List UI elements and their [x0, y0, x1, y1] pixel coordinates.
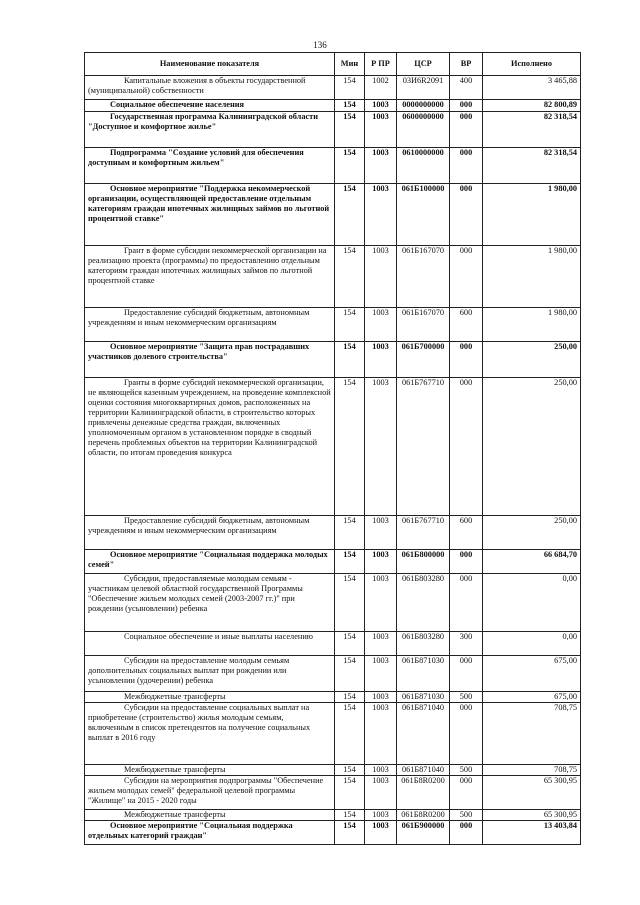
row-rpr: 1003	[365, 184, 397, 246]
row-name: Социальное обеспечение и иные выплаты населению	[85, 632, 335, 656]
table-row	[85, 100, 581, 112]
row-csr: 061Б167070	[397, 246, 450, 308]
row-rpr: 1003	[365, 574, 397, 632]
table-row	[85, 342, 581, 378]
row-vr: 000	[450, 342, 483, 378]
table-row	[85, 821, 581, 845]
row-sum: 250,00	[483, 378, 581, 516]
row-sum: 0,00	[483, 632, 581, 656]
table-row	[85, 574, 581, 632]
row-min: 154	[335, 100, 365, 112]
row-name: Основное мероприятие "Защита прав пострадавших участников долевого строительства"	[85, 342, 335, 378]
table-row	[85, 776, 581, 810]
row-name: Основное мероприятие "Поддержка некоммерческой организации, осуществляющей предоставление отдельным категориям граждан ипотечных жилищных займов по льготной процентной ставке"	[85, 184, 335, 246]
table-row	[85, 550, 581, 574]
row-name: Межбюджетные трансферты	[85, 765, 335, 776]
row-name: Субсидии на предоставление молодым семьям дополнительных социальных выплат при рождении или усыновлении (удочерении) ребенка	[85, 656, 335, 692]
right-margin-mark	[636, 0, 638, 905]
row-min: 154	[335, 378, 365, 516]
row-csr: 061Б8R0200	[397, 810, 450, 821]
row-name: Предоставление субсидий бюджетным, автономным учреждениям и иным некоммерческим организациям	[85, 516, 335, 550]
table-row	[85, 378, 581, 516]
row-csr: 061Б803280	[397, 574, 450, 632]
row-sum: 708,75	[483, 703, 581, 765]
row-min: 154	[335, 342, 365, 378]
table-row	[85, 703, 581, 765]
row-rpr: 1003	[365, 703, 397, 765]
row-name: Гранты в форме субсидий некоммерческой организации, не являющейся казенным учреждением, на проведение комплексной оценки состояния многоквартирных домов, расположенных на территории Калининградской области, в строительство которых привлечены денежные средства граждан, включенных уполномоченным органом в установленном порядке в сводный перечень проблемных объектов на территории Калининградской области, по итогам проведения конкурса	[85, 378, 335, 516]
row-vr: 000	[450, 148, 483, 184]
row-sum: 675,00	[483, 692, 581, 703]
row-min: 154	[335, 112, 365, 148]
table-row	[85, 692, 581, 703]
row-vr: 000	[450, 550, 483, 574]
row-min: 154	[335, 516, 365, 550]
row-rpr: 1003	[365, 100, 397, 112]
row-name: Государственная программа Калининградской области "Доступное и комфортное жилье"	[85, 112, 335, 148]
row-csr: 061Б871040	[397, 765, 450, 776]
header-csr: ЦСР	[397, 53, 450, 76]
row-min: 154	[335, 692, 365, 703]
table-row	[85, 516, 581, 550]
row-rpr: 1003	[365, 692, 397, 703]
row-name: Основное мероприятие "Социальная поддержка молодых семей"	[85, 550, 335, 574]
row-sum: 3 465,88	[483, 76, 581, 100]
row-vr: 500	[450, 810, 483, 821]
row-name: Субсидии на мероприятия подпрограммы "Обеспечение жильем молодых семей" федеральной целевой программы "Жилище" на 2015 - 2020 годы	[85, 776, 335, 810]
row-name: Подпрограмма "Создание условий для обеспечения доступным и комфортным жильем"	[85, 148, 335, 184]
row-vr: 000	[450, 656, 483, 692]
row-sum: 708,75	[483, 765, 581, 776]
row-csr: 061Б167070	[397, 308, 450, 342]
row-name: Социальное обеспечение населения	[85, 100, 335, 112]
row-sum: 13 403,84	[483, 821, 581, 845]
row-csr: 0610000000	[397, 148, 450, 184]
row-csr: 061Б800000	[397, 550, 450, 574]
row-vr: 000	[450, 821, 483, 845]
row-csr: 0000000000	[397, 100, 450, 112]
row-rpr: 1003	[365, 656, 397, 692]
table-row	[85, 112, 581, 148]
row-rpr: 1003	[365, 776, 397, 810]
budget-execution-table	[84, 52, 581, 845]
row-sum: 82 318,54	[483, 112, 581, 148]
row-sum: 65 300,95	[483, 810, 581, 821]
row-rpr: 1003	[365, 112, 397, 148]
table-header-row	[85, 53, 581, 76]
table-row	[85, 308, 581, 342]
row-rpr: 1003	[365, 632, 397, 656]
row-sum: 1 980,00	[483, 246, 581, 308]
table-row	[85, 184, 581, 246]
row-min: 154	[335, 574, 365, 632]
row-rpr: 1003	[365, 821, 397, 845]
row-vr: 300	[450, 632, 483, 656]
row-min: 154	[335, 776, 365, 810]
header-vr: ВР	[450, 53, 483, 76]
header-name: Наименование показателя	[85, 53, 335, 76]
row-min: 154	[335, 703, 365, 765]
row-sum: 82 318,54	[483, 148, 581, 184]
row-csr: 061Б767710	[397, 516, 450, 550]
row-csr: 061Б900000	[397, 821, 450, 845]
row-rpr: 1003	[365, 765, 397, 776]
table-row	[85, 656, 581, 692]
row-vr: 000	[450, 100, 483, 112]
row-csr: 061Б8R0200	[397, 776, 450, 810]
row-rpr: 1003	[365, 308, 397, 342]
row-rpr: 1003	[365, 246, 397, 308]
page-number: 136	[313, 40, 327, 50]
row-min: 154	[335, 821, 365, 845]
row-min: 154	[335, 308, 365, 342]
row-csr: 061Б871030	[397, 692, 450, 703]
row-rpr: 1003	[365, 378, 397, 516]
table-row	[85, 810, 581, 821]
row-name: Субсидии на предоставление социальных выплат на приобретение (строительство) жилья молодым семьям, включенным в список претендентов на получение социальных выплат в 2016 году	[85, 703, 335, 765]
row-name: Грант в форме субсидии некоммерческой организации на реализацию проекта (программы) по предоставлению отдельным категориям граждан ипотечных жилищных займов по льготной процентной ставке	[85, 246, 335, 308]
row-vr: 000	[450, 574, 483, 632]
row-rpr: 1002	[365, 76, 397, 100]
table-row	[85, 148, 581, 184]
row-min: 154	[335, 76, 365, 100]
row-min: 154	[335, 184, 365, 246]
row-vr: 000	[450, 246, 483, 308]
row-sum: 675,00	[483, 656, 581, 692]
table-row	[85, 632, 581, 656]
row-name: Субсидии, предоставляемые молодым семьям - участникам целевой областной государственной Программы "Обеспечение жильем молодых семей (2003-2007 гг.)" при рождении (усыновлении) ребенка	[85, 574, 335, 632]
row-sum: 65 300,95	[483, 776, 581, 810]
row-rpr: 1003	[365, 342, 397, 378]
row-name: Предоставление субсидий бюджетным, автономным учреждениям и иным некоммерческим организациям	[85, 308, 335, 342]
row-vr: 000	[450, 112, 483, 148]
row-csr: 0600000000	[397, 112, 450, 148]
table-row	[85, 246, 581, 308]
row-min: 154	[335, 656, 365, 692]
row-name: Межбюджетные трансферты	[85, 692, 335, 703]
row-sum: 1 980,00	[483, 308, 581, 342]
row-csr: 061Б871030	[397, 656, 450, 692]
row-vr: 600	[450, 308, 483, 342]
row-rpr: 1003	[365, 550, 397, 574]
row-sum: 250,00	[483, 516, 581, 550]
row-sum: 82 800,89	[483, 100, 581, 112]
header-sum: Исполнено	[483, 53, 581, 76]
row-name: Капитальные вложения в объекты государственной (муниципальной) собственности	[85, 76, 335, 100]
row-vr: 000	[450, 184, 483, 246]
row-vr: 500	[450, 765, 483, 776]
row-csr: 061Б871040	[397, 703, 450, 765]
row-csr: 061Б767710	[397, 378, 450, 516]
row-min: 154	[335, 810, 365, 821]
row-name: Основное мероприятие "Социальная поддержка отдельных категорий граждан"	[85, 821, 335, 845]
table-row	[85, 76, 581, 100]
row-sum: 66 684,70	[483, 550, 581, 574]
row-vr: 000	[450, 703, 483, 765]
row-vr: 000	[450, 776, 483, 810]
row-min: 154	[335, 765, 365, 776]
row-csr: 061Б100000	[397, 184, 450, 246]
row-min: 154	[335, 550, 365, 574]
row-sum: 1 980,00	[483, 184, 581, 246]
row-min: 154	[335, 632, 365, 656]
row-min: 154	[335, 148, 365, 184]
row-rpr: 1003	[365, 516, 397, 550]
header-rpr: Р ПР	[365, 53, 397, 76]
row-vr: 600	[450, 516, 483, 550]
row-csr: 061Б700000	[397, 342, 450, 378]
row-name: Межбюджетные трансферты	[85, 810, 335, 821]
row-csr: 061Б803280	[397, 632, 450, 656]
row-vr: 400	[450, 76, 483, 100]
row-vr: 500	[450, 692, 483, 703]
left-margin-mark	[2, 0, 4, 905]
row-sum: 250,00	[483, 342, 581, 378]
row-min: 154	[335, 246, 365, 308]
header-min: Мин	[335, 53, 365, 76]
row-rpr: 1003	[365, 810, 397, 821]
row-rpr: 1003	[365, 148, 397, 184]
table-row	[85, 765, 581, 776]
row-sum: 0,00	[483, 574, 581, 632]
row-csr: 03И6R2091	[397, 76, 450, 100]
row-vr: 000	[450, 378, 483, 516]
